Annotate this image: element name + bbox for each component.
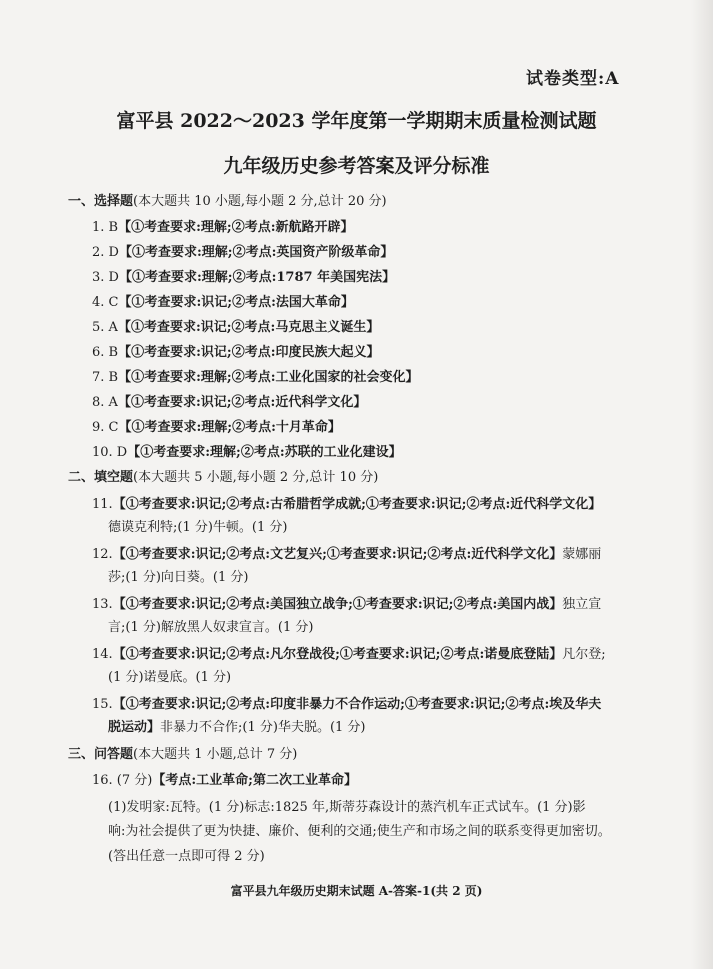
fill-num: 13. [92, 597, 113, 612]
choice-num: 8. A [92, 395, 118, 410]
fill-answer-13-cont: 言;(1 分)解放黑人奴隶宣言。(1 分) [108, 620, 314, 635]
fill-answer-14 [92, 646, 606, 664]
section-1-title: 一、选择题 [68, 194, 134, 209]
fill-answer-15-cont [108, 719, 366, 737]
choice-remark: 【①考查要求:理解;②考点:苏联的工业化建设】 [127, 445, 402, 460]
choice-answer-7 [92, 369, 419, 387]
fill-answer-15 [92, 696, 601, 714]
section-2-note: (本大题共 5 小题,每小题 2 分,总计 10 分) [133, 470, 379, 485]
essay-num: 16. (7 分) [92, 773, 153, 788]
choice-remark: 【①考查要求:识记;②考点:马克思主义诞生】 [117, 320, 380, 335]
choice-answer-6 [92, 344, 380, 362]
choice-num: 9. C [92, 420, 119, 435]
fill-answer-12-cont: 莎;(1 分)向日葵。(1 分) [108, 570, 249, 585]
fill-answer-text: 凡尔登; [562, 647, 606, 662]
choice-remark: 【①考查要求:识记;②考点:印度民族大起义】 [118, 345, 380, 360]
choice-num: 4. C [92, 295, 119, 310]
choice-answer-3 [92, 269, 395, 287]
fill-answer-12 [92, 546, 601, 564]
section-1-note: (本大题共 10 小题,每小题 2 分,总计 20 分) [133, 194, 387, 209]
essay-answer-16-line2: 响:为社会提供了更为快捷、廉价、便利的交通;使生产和市场之间的联系变得更加密切。 [108, 824, 611, 839]
section-3-title: 三、问答题 [68, 747, 134, 762]
choice-answer-8 [92, 394, 366, 412]
exam-title: 富平县 2022～2023 学年度第一学期期末质量检测试题 [116, 110, 597, 132]
fill-answer-text: 独立宣 [562, 597, 602, 612]
section-3-note: (本大题共 1 小题,总计 7 分) [133, 747, 298, 762]
choice-remark: 【①考查要求:识记;②考点:近代科学文化】 [117, 395, 367, 410]
essay-answer-16-head [92, 772, 357, 790]
fill-remark: 【①考查要求:识记;②考点:美国独立战争;①考查要求:识记;②考点:美国内战】 [112, 597, 563, 612]
section-2-heading [68, 469, 378, 487]
choice-answer-4 [92, 294, 354, 312]
section-3-heading [68, 746, 297, 764]
fill-answer-13 [92, 596, 601, 614]
choice-answer-2 [92, 244, 393, 262]
answer-key-subtitle: 九年级历史参考答案及评分标准 [223, 155, 490, 177]
fill-remark: 【①考查要求:识记;②考点:印度非暴力不合作运动;①考查要求:识记;②考点:埃及华夫 [112, 697, 602, 712]
fill-remark-cont: 脱运动】 [108, 720, 161, 735]
essay-remark: 【考点:工业革命;第二次工业革命】 [152, 773, 357, 788]
choice-num: 3. D [92, 270, 119, 285]
choice-num: 6. B [92, 345, 119, 360]
fill-answer-text: 蒙娜丽 [562, 547, 602, 562]
choice-remark: 【①考查要求:理解;②考点:1787 年美国宪法】 [118, 270, 396, 285]
choice-answer-1 [92, 219, 354, 237]
choice-remark: 【①考查要求:理解;②考点:英国资产阶级革命】 [118, 245, 394, 260]
section-1-heading [68, 193, 387, 211]
choice-remark: 【①考查要求:理解;②考点:工业化国家的社会变化】 [118, 370, 419, 385]
fill-num: 11. [92, 497, 113, 512]
choice-remark: 【①考查要求:理解;②考点:十月革命】 [118, 420, 341, 435]
choice-answer-9 [92, 419, 341, 437]
page-footer: 富平县九年级历史期末试题 A-答案-1(共 2 页) [230, 884, 483, 898]
fill-num: 12. [92, 547, 113, 562]
fill-remark: 【①考查要求:识记;②考点:凡尔登战役;①考查要求:识记;②考点:诺曼底登陆】 [112, 647, 563, 662]
fill-num: 15. [92, 697, 113, 712]
essay-answer-16-line1: (1)发明家:瓦特。(1 分)标志:1825 年,斯蒂芬森设计的蒸汽机车正式试车。(1 分)影 [108, 800, 586, 815]
page-edge-shadow [691, 0, 713, 969]
choice-answer-5 [92, 319, 379, 337]
paper-type-label: 试卷类型:A [526, 69, 620, 89]
choice-num: 1. B [92, 220, 119, 235]
fill-answer-11-cont: 德谟克利特;(1 分)牛顿。(1 分) [108, 520, 288, 535]
section-2-title: 二、填空题 [68, 470, 134, 485]
essay-answer-16-line3: (答出任意一点即可得 2 分) [108, 849, 265, 864]
choice-remark: 【①考查要求:识记;②考点:法国大革命】 [118, 295, 354, 310]
choice-num: 10. D [92, 445, 128, 460]
choice-num: 2. D [92, 245, 119, 260]
choice-num: 5. A [92, 320, 118, 335]
fill-answer-text: 非暴力不合作;(1 分)华夫脱。(1 分) [160, 720, 366, 735]
fill-remark: 【①考查要求:识记;②考点:文艺复兴;①考查要求:识记;②考点:近代科学文化】 [112, 547, 563, 562]
fill-num: 14. [92, 647, 113, 662]
choice-answer-10 [92, 444, 402, 462]
fill-answer-11 [92, 496, 601, 514]
choice-num: 7. B [92, 370, 119, 385]
fill-answer-14-cont: (1 分)诺曼底。(1 分) [108, 670, 232, 685]
fill-remark: 【①考查要求:识记;②考点:古希腊哲学成就;①考查要求:识记;②考点:近代科学文化】 [112, 497, 602, 512]
choice-remark: 【①考查要求:理解;②考点:新航路开辟】 [118, 220, 354, 235]
